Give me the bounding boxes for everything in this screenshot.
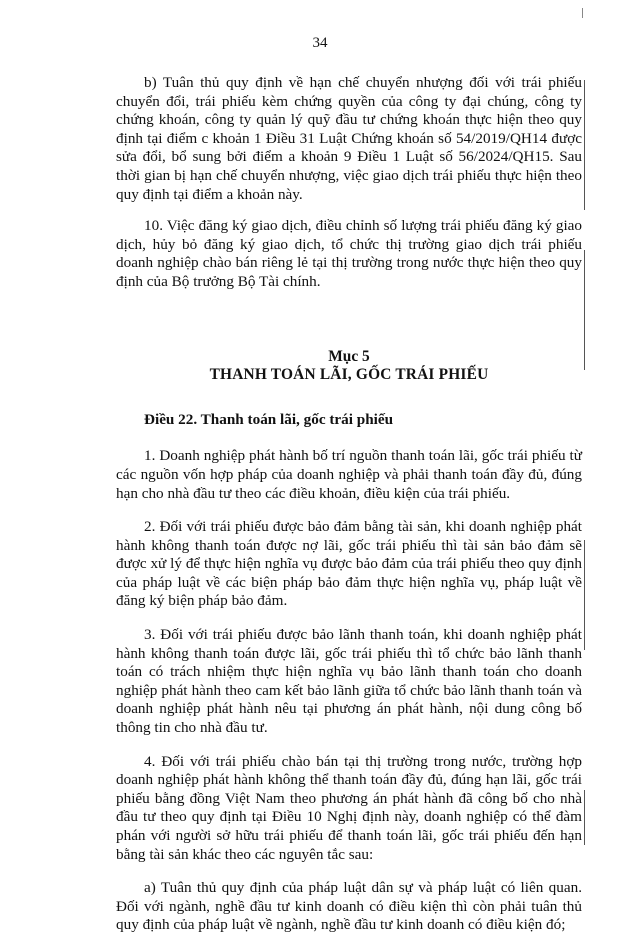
article-clause-2: 2. Đối với trái phiếu được bảo đảm bằng tài sản, khi doanh nghiệp phát hành không thanh toán được nợ lãi, gốc trái phiếu thì tài sản bảo đảm sẽ được xử lý để thực hiện nghĩa vụ được bảo đảm của trái phiếu theo quy định của pháp luật về các biện pháp bảo đảm thực hiện nghĩa vụ, pháp luật về đăng ký biện pháp bảo đảm. (116, 518, 582, 610)
scan-edge-line (584, 540, 585, 650)
article-title: Điều 22. Thanh toán lãi, gốc trái phiếu (144, 410, 394, 428)
article-clause-1: 1. Doanh nghiệp phát hành bố trí nguồn thanh toán lãi, gốc trái phiếu từ các nguồn vốn hợp pháp của doanh nghiệp và phải thanh toán đầy đủ, đúng hạn cho nhà đầu tư theo các điều khoản, điều kiện của trái phiếu. (116, 447, 582, 502)
scan-tick-mark (582, 8, 583, 18)
scan-edge-line (584, 250, 585, 370)
section-label: Mục 5 (328, 347, 370, 365)
article-clause-4a: a) Tuân thủ quy định của pháp luật dân sự và pháp luật có liên quan. Đối với ngành, nghề đầu tư kinh doanh có điều kiện thì còn phải tuân thủ quy định của pháp luật về ngành, nghề đầu tư kinh doanh có điều kiện đó; (116, 879, 582, 934)
section-title: THANH TOÁN LÃI, GỐC TRÁI PHIẾU (209, 366, 489, 384)
document-body (116, 74, 582, 935)
article-clause-4: 4. Đối với trái phiếu chào bán tại thị trường trong nước, trường hợp doanh nghiệp phát hành không thể thanh toán đầy đủ, đúng hạn lãi, gốc trái phiếu bằng đồng Việt Nam theo phương án phát hành đã công bố cho nhà đầu tư theo quy định tại Điều 10 Nghị định này, doanh nghiệp có thể đàm phán với người sở hữu trái phiếu để thanh toán lãi, gốc trái phiếu đến hạn bằng tài sản khác theo các nguyên tắc sau: (116, 752, 582, 863)
page-number: 34 (312, 35, 328, 51)
article-clause-3: 3. Đối với trái phiếu được bảo lãnh thanh toán, khi doanh nghiệp phát hành không thanh toán được lãi, gốc trái phiếu thì tổ chức bảo lãnh thanh toán có trách nhiệm thực hiện nghĩa vụ bảo lãnh thanh toán cho doanh nghiệp phát hành theo cam kết bảo lãnh giữa tổ chức bảo lãnh thanh toán và doanh nghiệp phát hành nêu tại phương án phát hành, nội dung công bố thông tin cho nhà đầu tư. (116, 626, 582, 737)
paragraph-clause-10: 10. Việc đăng ký giao dịch, điều chỉnh số lượng trái phiếu đăng ký giao dịch, hủy bỏ đăng ký giao dịch, tổ chức thị trường giao dịch trái phiếu doanh nghiệp chào bán riêng lẻ tại thị trường trong nước thực hiện theo quy định của Bộ trưởng Bộ Tài chính. (116, 217, 582, 290)
scan-edge-line (584, 790, 585, 845)
paragraph-point-b: b) Tuân thủ quy định về hạn chế chuyển nhượng đối với trái phiếu chuyển đổi, trái phiếu kèm chứng quyền của công ty đại chúng, công ty chứng khoán, công ty quản lý quỹ đầu tư chứng khoán thực hiện theo quy định tại điểm c khoản 1 Điều 31 Luật Chứng khoán số 54/2019/QH14 được sửa đổi, bổ sung bởi điểm a khoản 9 Điều 1 Luật số 56/2024/QH15. Sau thời gian bị hạn chế chuyển nhượng, việc giao dịch trái phiếu thực hiện theo quy định tại điểm a khoản này. (116, 74, 582, 203)
scan-edge-line (584, 80, 585, 210)
